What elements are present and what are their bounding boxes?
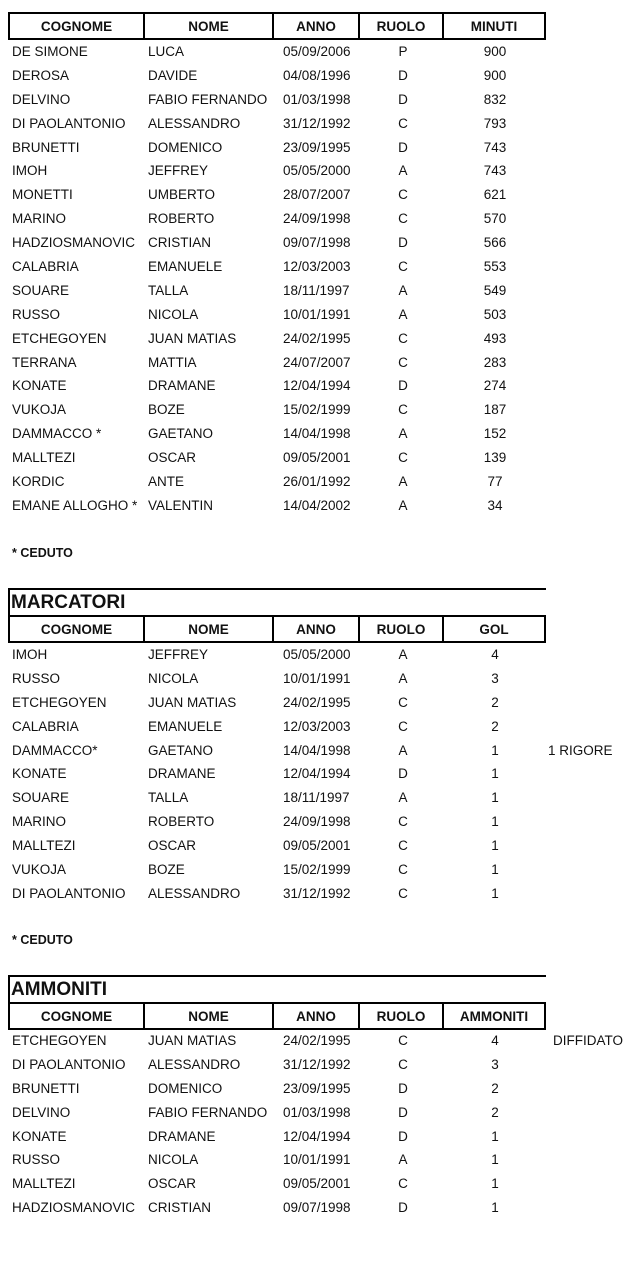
player-surname: DAMMACCO * bbox=[12, 426, 102, 442]
player-surname: DI PAOLANTONIO bbox=[12, 1056, 126, 1072]
player-birthdate: 24/09/1998 bbox=[283, 211, 351, 227]
table-row: ETCHEGOYEN JUAN MATIAS 24/02/1995 C 4 DIFFIDATO bbox=[12, 1033, 623, 1048]
player-surname: MARINO bbox=[12, 211, 66, 227]
player-surname: DELVINO bbox=[12, 91, 71, 107]
header-name: NOME bbox=[143, 12, 274, 40]
table-row: VUKOJA BOZE 15/02/1999 C 1 bbox=[12, 862, 499, 878]
table-row: MALLTEZI OSCAR 09/05/2001 C 1 bbox=[12, 838, 499, 854]
scorers-table-body bbox=[0, 644, 629, 907]
player-birthdate: 26/01/1992 bbox=[283, 474, 351, 490]
table-row: DI PAOLANTONIO ALESSANDRO 31/12/1992 C 793 bbox=[12, 115, 507, 131]
player-surname: MALLTEZI bbox=[12, 838, 76, 854]
player-birthdate: 09/05/2001 bbox=[283, 838, 351, 854]
player-surname: ETCHEGOYEN bbox=[12, 330, 107, 346]
player-surname: MALLTEZI bbox=[12, 1176, 76, 1192]
table-row: KORDIC ANTE 26/01/1992 A 77 bbox=[12, 474, 503, 490]
bookings-table-header bbox=[8, 1002, 546, 1030]
table-row: SOUARE TALLA 18/11/1997 A 549 bbox=[12, 282, 507, 298]
player-surname: CALABRIA bbox=[12, 718, 79, 734]
table-row: EMANE ALLOGHO * VALENTIN 14/04/2002 A 34 bbox=[12, 497, 503, 513]
player-surname: VUKOJA bbox=[12, 402, 67, 418]
player-name: FABIO FERNANDO bbox=[148, 1104, 268, 1120]
player-name: BOZE bbox=[148, 862, 185, 878]
player-name: JUAN MATIAS bbox=[148, 1033, 237, 1048]
player-birthdate: 24/02/1995 bbox=[283, 1033, 351, 1048]
player-name: ROBERTO bbox=[148, 211, 215, 227]
header-role: RUOLO bbox=[358, 615, 444, 643]
player-name: OSCAR bbox=[148, 838, 197, 854]
player-birthdate: 12/04/1994 bbox=[283, 378, 351, 394]
player-birthdate: 31/12/1992 bbox=[283, 1056, 351, 1072]
player-birthdate: 23/09/1995 bbox=[283, 139, 351, 155]
player-name: EMANUELE bbox=[148, 718, 223, 734]
player-surname: KONATE bbox=[12, 378, 67, 394]
table-row: DAMMACCO* GAETANO 14/04/1998 A 1 1 RIGORE bbox=[12, 742, 613, 758]
player-surname: HADZIOSMANOVIC bbox=[12, 1200, 136, 1216]
scorers-table-header bbox=[8, 615, 546, 643]
player-surname: DELVINO bbox=[12, 1104, 71, 1120]
table-row: MARINO ROBERTO 24/09/1998 C 1 bbox=[12, 814, 499, 830]
scorers-title: MARCATORI bbox=[8, 588, 546, 614]
header-minutes: MINUTI bbox=[442, 12, 546, 40]
player-surname: DI PAOLANTONIO bbox=[12, 885, 126, 901]
player-birthdate: 12/04/1994 bbox=[283, 766, 351, 782]
table-row: MARINO ROBERTO 24/09/1998 C 570 bbox=[12, 211, 507, 227]
player-name: TALLA bbox=[148, 282, 189, 298]
player-birthdate: 05/09/2006 bbox=[283, 44, 351, 59]
table-row: IMOH JEFFREY 05/05/2000 A 743 bbox=[12, 163, 507, 179]
minutes-footnote: * CEDUTO bbox=[12, 546, 73, 560]
table-row: RUSSO NICOLA 10/01/1991 A 3 bbox=[12, 670, 499, 686]
player-name: JUAN MATIAS bbox=[148, 330, 237, 346]
player-birthdate: 24/02/1995 bbox=[283, 330, 351, 346]
player-birthdate: 01/03/1998 bbox=[283, 91, 351, 107]
player-surname: SOUARE bbox=[12, 790, 70, 806]
player-name: UMBERTO bbox=[148, 187, 216, 203]
player-surname: TERRANA bbox=[12, 354, 77, 370]
player-name: NICOLA bbox=[148, 1152, 199, 1168]
player-surname: MALLTEZI bbox=[12, 450, 76, 466]
table-row: MALLTEZI OSCAR 09/05/2001 C 1 bbox=[12, 1176, 499, 1192]
header-surname: COGNOME bbox=[8, 1002, 145, 1030]
player-name: ALESSANDRO bbox=[148, 885, 241, 901]
player-surname: DE SIMONE bbox=[12, 44, 88, 59]
player-note: DIFFIDATO bbox=[553, 1033, 623, 1048]
table-row: DELVINO FABIO FERNANDO 01/03/1998 D 2 bbox=[12, 1104, 499, 1120]
table-row: DELVINO FABIO FERNANDO 01/03/1998 D 832 bbox=[12, 91, 507, 107]
player-birthdate: 24/02/1995 bbox=[283, 694, 351, 710]
player-surname: BRUNETTI bbox=[12, 139, 80, 155]
player-name: CRISTIAN bbox=[148, 235, 212, 251]
table-row: TERRANA MATTIA 24/07/2007 C 283 bbox=[12, 354, 507, 370]
player-surname: RUSSO bbox=[12, 1152, 61, 1168]
player-birthdate: 15/02/1999 bbox=[283, 402, 351, 418]
player-surname: ETCHEGOYEN bbox=[12, 694, 107, 710]
player-name: DOMENICO bbox=[148, 1080, 223, 1096]
player-name: MATTIA bbox=[148, 354, 197, 370]
player-birthdate: 09/07/1998 bbox=[283, 1200, 351, 1216]
player-birthdate: 24/09/1998 bbox=[283, 814, 351, 830]
table-row: RUSSO NICOLA 10/01/1991 A 1 bbox=[12, 1152, 499, 1168]
player-name: DRAMANE bbox=[148, 1128, 216, 1144]
player-name: ROBERTO bbox=[148, 814, 215, 830]
player-surname: SOUARE bbox=[12, 282, 70, 298]
player-surname: MARINO bbox=[12, 814, 66, 830]
player-surname: HADZIOSMANOVIC bbox=[12, 235, 136, 251]
header-role: RUOLO bbox=[358, 1002, 444, 1030]
player-surname: BRUNETTI bbox=[12, 1080, 80, 1096]
player-surname: DEROSA bbox=[12, 67, 70, 83]
player-surname: KONATE bbox=[12, 1128, 67, 1144]
player-birthdate: 09/07/1998 bbox=[283, 235, 351, 251]
player-birthdate: 18/11/1997 bbox=[283, 790, 350, 806]
table-row: CALABRIA EMANUELE 12/03/2003 C 553 bbox=[12, 259, 507, 275]
player-name: OSCAR bbox=[148, 450, 197, 466]
player-surname: DI PAOLANTONIO bbox=[12, 115, 126, 131]
player-name: EMANUELE bbox=[148, 259, 223, 275]
player-name: DRAMANE bbox=[148, 766, 216, 782]
player-birthdate: 28/07/2007 bbox=[283, 187, 351, 203]
player-birthdate: 10/01/1991 bbox=[283, 1152, 351, 1168]
player-name: NICOLA bbox=[148, 670, 199, 686]
player-surname: IMOH bbox=[12, 647, 48, 662]
header-surname: COGNOME bbox=[8, 615, 145, 643]
player-surname: IMOH bbox=[12, 163, 48, 179]
player-name: JUAN MATIAS bbox=[148, 694, 237, 710]
table-row: BRUNETTI DOMENICO 23/09/1995 D 2 bbox=[12, 1080, 499, 1096]
table-row: RUSSO NICOLA 10/01/1991 A 503 bbox=[12, 306, 507, 322]
table-row: ETCHEGOYEN JUAN MATIAS 24/02/1995 C 2 bbox=[12, 694, 499, 710]
header-year: ANNO bbox=[272, 615, 360, 643]
player-note: 1 RIGORE bbox=[548, 742, 613, 758]
table-row: DI PAOLANTONIO ALESSANDRO 31/12/1992 C 3 bbox=[12, 1056, 499, 1072]
player-surname: VUKOJA bbox=[12, 862, 67, 878]
player-name: CRISTIAN bbox=[148, 1200, 212, 1216]
player-birthdate: 14/04/1998 bbox=[283, 426, 351, 442]
player-surname: KONATE bbox=[12, 766, 67, 782]
player-birthdate: 04/08/1996 bbox=[283, 67, 351, 83]
player-name: ALESSANDRO bbox=[148, 115, 241, 131]
table-row: HADZIOSMANOVIC CRISTIAN 09/07/1998 D 566 bbox=[12, 235, 507, 251]
player-birthdate: 12/03/2003 bbox=[283, 259, 351, 275]
bookings-title: AMMONITI bbox=[8, 975, 546, 1001]
table-row: MONETTI UMBERTO 28/07/2007 C 621 bbox=[12, 187, 507, 203]
player-birthdate: 23/09/1995 bbox=[283, 1080, 351, 1096]
player-name: DAVIDE bbox=[148, 67, 198, 83]
header-goals: GOL bbox=[442, 615, 546, 643]
player-name: OSCAR bbox=[148, 1176, 197, 1192]
table-row: BRUNETTI DOMENICO 23/09/1995 D 743 bbox=[12, 139, 507, 155]
player-birthdate: 10/01/1991 bbox=[283, 306, 351, 322]
player-name: JEFFREY bbox=[148, 647, 209, 662]
player-name: BOZE bbox=[148, 402, 185, 418]
player-birthdate: 01/03/1998 bbox=[283, 1104, 351, 1120]
player-surname: RUSSO bbox=[12, 670, 61, 686]
player-birthdate: 31/12/1992 bbox=[283, 885, 351, 901]
player-birthdate: 09/05/2001 bbox=[283, 450, 351, 466]
header-role: RUOLO bbox=[358, 12, 444, 40]
player-surname: CALABRIA bbox=[12, 259, 79, 275]
player-birthdate: 12/04/1994 bbox=[283, 1128, 351, 1144]
player-birthdate: 24/07/2007 bbox=[283, 354, 351, 370]
table-row: KONATE DRAMANE 12/04/1994 D 1 bbox=[12, 766, 499, 782]
player-surname: DAMMACCO* bbox=[12, 742, 98, 758]
player-birthdate: 31/12/1992 bbox=[283, 115, 351, 131]
player-name: FABIO FERNANDO bbox=[148, 91, 268, 107]
player-birthdate: 12/03/2003 bbox=[283, 718, 351, 734]
table-row: DI PAOLANTONIO ALESSANDRO 31/12/1992 C 1 bbox=[12, 885, 499, 901]
table-row: SOUARE TALLA 18/11/1997 A 1 bbox=[12, 790, 499, 806]
minutes-table-header bbox=[8, 12, 546, 40]
player-name: JEFFREY bbox=[148, 163, 209, 179]
header-year: ANNO bbox=[272, 1002, 360, 1030]
player-birthdate: 05/05/2000 bbox=[283, 163, 351, 179]
table-row: HADZIOSMANOVIC CRISTIAN 09/07/1998 D 1 bbox=[12, 1200, 499, 1216]
player-surname: ETCHEGOYEN bbox=[12, 1033, 107, 1048]
table-row: MALLTEZI OSCAR 09/05/2001 C 139 bbox=[12, 450, 507, 466]
player-birthdate: 18/11/1997 bbox=[283, 282, 350, 298]
player-name: ANTE bbox=[148, 474, 185, 490]
player-surname: EMANE ALLOGHO * bbox=[12, 497, 138, 513]
minutes-table-body bbox=[0, 41, 629, 519]
player-surname: MONETTI bbox=[12, 187, 73, 203]
table-row: KONATE DRAMANE 12/04/1994 D 1 bbox=[12, 1128, 499, 1144]
table-row: DAMMACCO * GAETANO 14/04/1998 A 152 bbox=[12, 426, 507, 442]
table-row: ETCHEGOYEN JUAN MATIAS 24/02/1995 C 493 bbox=[12, 330, 507, 346]
player-surname: KORDIC bbox=[12, 474, 65, 490]
player-birthdate: 14/04/1998 bbox=[283, 742, 351, 758]
player-birthdate: 10/01/1991 bbox=[283, 670, 351, 686]
table-row: VUKOJA BOZE 15/02/1999 C 187 bbox=[12, 402, 507, 418]
player-name: GAETANO bbox=[148, 426, 214, 442]
player-name: ALESSANDRO bbox=[148, 1056, 241, 1072]
player-name: GAETANO bbox=[148, 742, 214, 758]
player-birthdate: 15/02/1999 bbox=[283, 862, 351, 878]
player-name: TALLA bbox=[148, 790, 189, 806]
header-name: NOME bbox=[143, 615, 274, 643]
player-name: VALENTIN bbox=[148, 497, 214, 513]
player-surname: RUSSO bbox=[12, 306, 61, 322]
scorers-footnote: * CEDUTO bbox=[12, 933, 73, 947]
header-bookings: AMMONITI bbox=[442, 1002, 546, 1030]
header-surname: COGNOME bbox=[8, 12, 145, 40]
player-birthdate: 05/05/2000 bbox=[283, 647, 351, 662]
table-row: CALABRIA EMANUELE 12/03/2003 C 2 bbox=[12, 718, 499, 734]
header-name: NOME bbox=[143, 1002, 274, 1030]
player-birthdate: 09/05/2001 bbox=[283, 1176, 351, 1192]
player-name: DRAMANE bbox=[148, 378, 216, 394]
player-name: DOMENICO bbox=[148, 139, 223, 155]
table-row: IMOH JEFFREY 05/05/2000 A 4 bbox=[12, 647, 499, 662]
player-name: NICOLA bbox=[148, 306, 199, 322]
bookings-table-body bbox=[0, 1030, 629, 1221]
table-row: DEROSA DAVIDE 04/08/1996 D 900 bbox=[12, 67, 507, 83]
player-birthdate: 14/04/2002 bbox=[283, 497, 351, 513]
player-name: LUCA bbox=[148, 44, 185, 59]
header-year: ANNO bbox=[272, 12, 360, 40]
table-row: KONATE DRAMANE 12/04/1994 D 274 bbox=[12, 378, 507, 394]
table-row: DE SIMONE LUCA 05/09/2006 P 900 bbox=[12, 44, 507, 59]
